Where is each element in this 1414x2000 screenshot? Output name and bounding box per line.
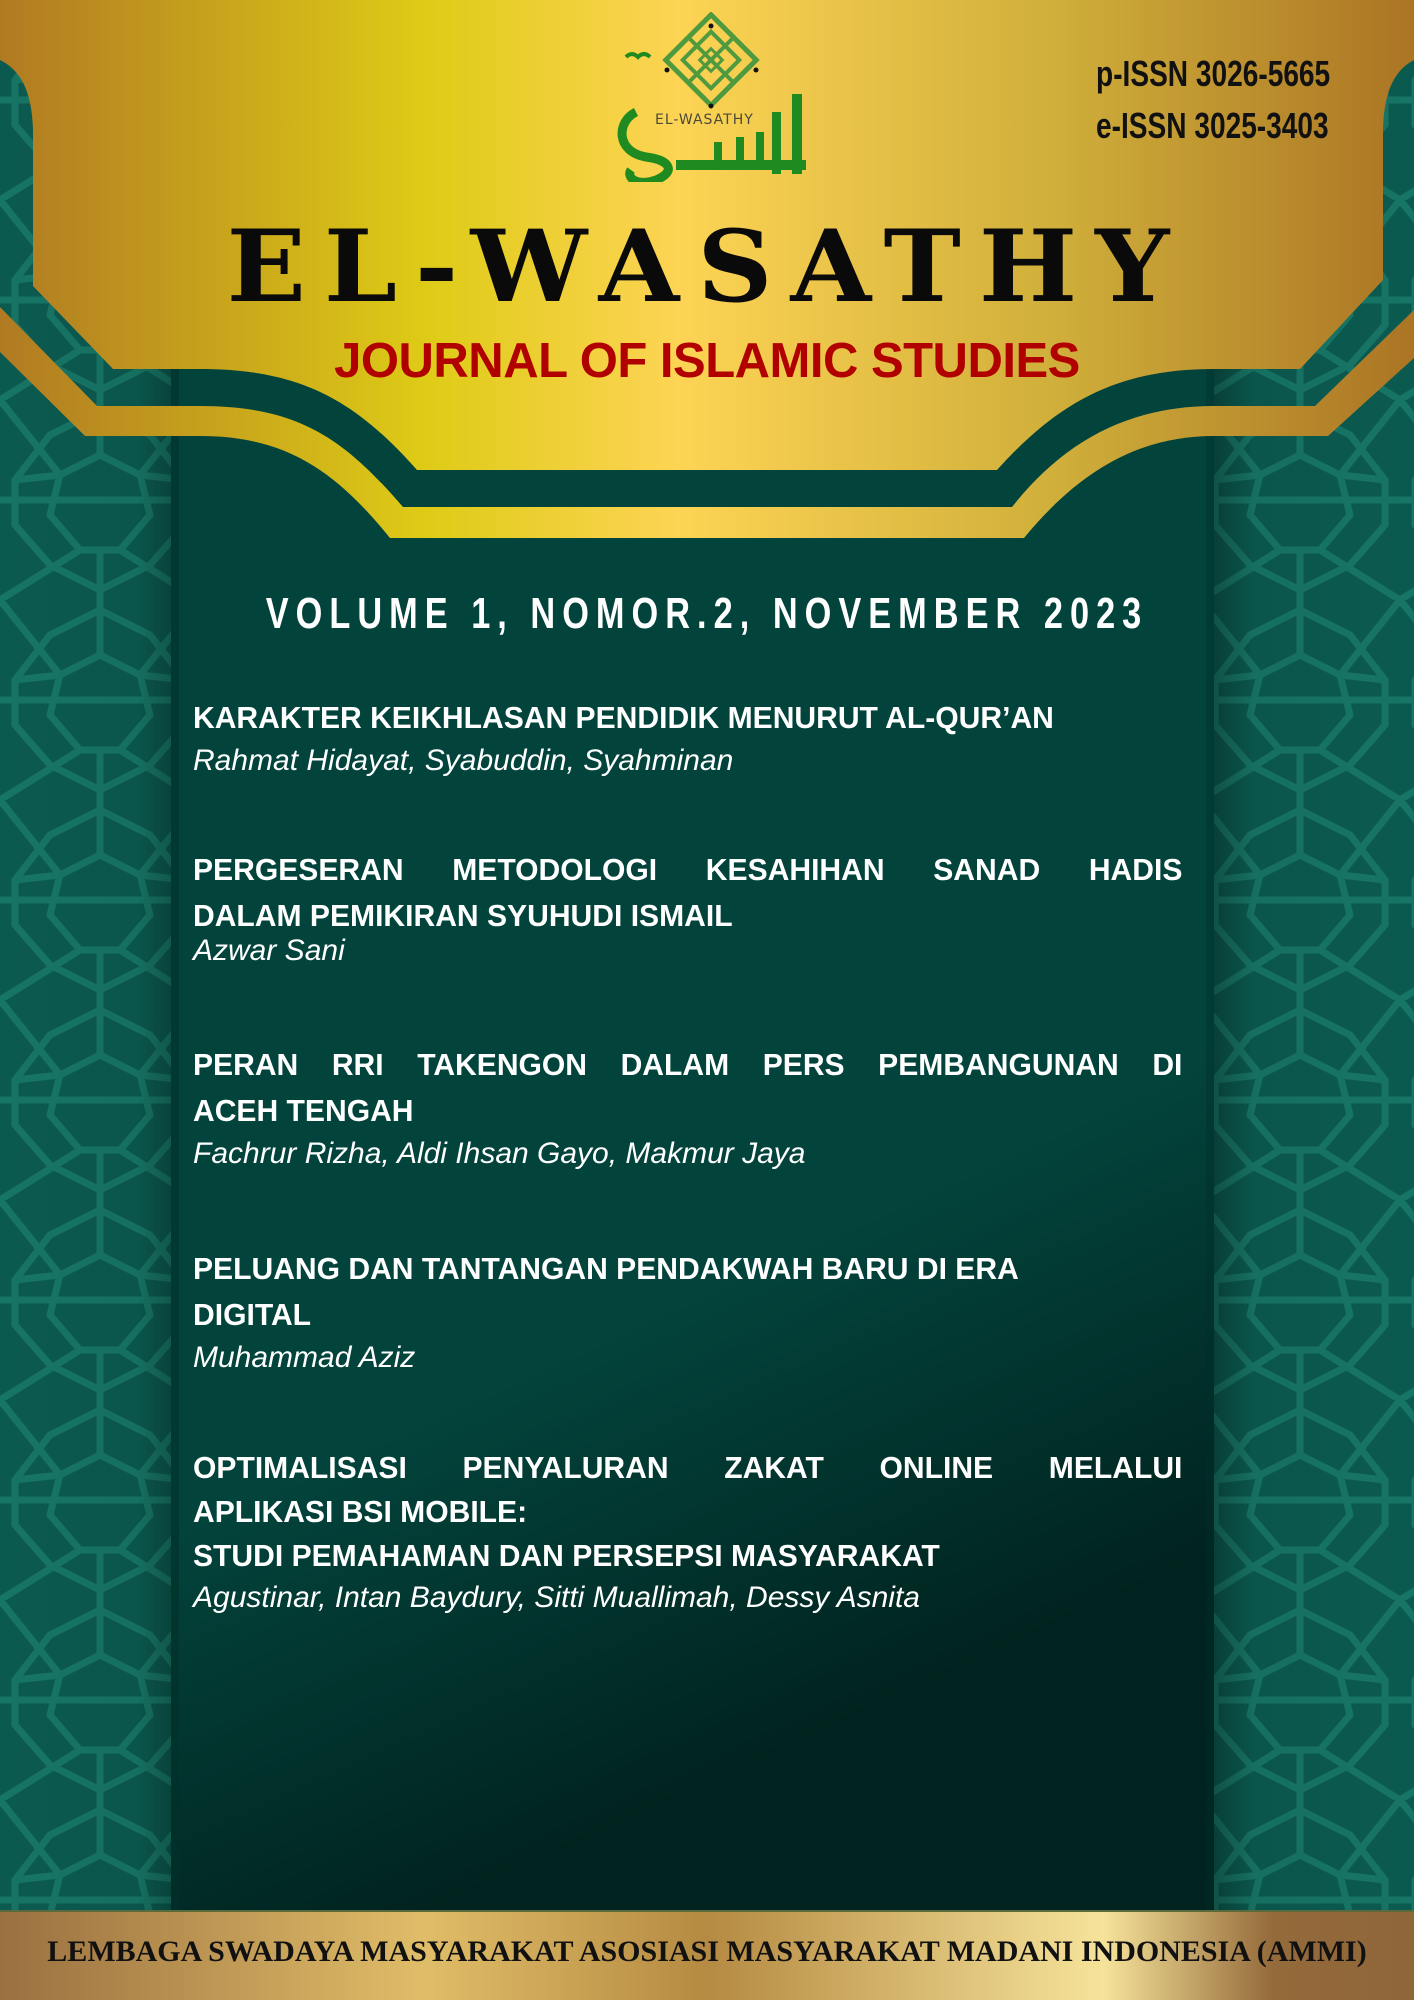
article-entry[interactable] [193, 847, 1213, 971]
article-title: PERAN RRI TAKENGON DALAM PERS PEMBANGUNAN DI ACEH TENGAH [193, 1047, 1183, 1128]
journal-title: EL-WASATHY [226, 208, 1188, 325]
article-entry[interactable] [193, 1446, 1213, 1618]
article-entry[interactable] [193, 1042, 1213, 1174]
electronic-issn: e-ISSN 3025-3403 [1095, 105, 1329, 146]
volume-issue-line: VOLUME 1, NOMOR.2, NOVEMBER 2023 [265, 589, 1149, 638]
article-entry[interactable] [193, 695, 1213, 781]
kufic-diamond-logo-icon [596, 12, 818, 182]
logo-caption: EL-WASATHY [655, 112, 754, 128]
article-authors: Muhammad Aziz [193, 1341, 416, 1374]
article-title: PELUANG DAN TANTANGAN PENDAKWAH BARU DI ERA DIGITAL [193, 1251, 1019, 1332]
publisher-name: LEMBAGA SWADAYA MASYARAKAT ASOSIASI MASYARAKAT MADANI INDONESIA (AMMI) [47, 1935, 1367, 1968]
article-authors: Fachrur Rizha, Aldi Ihsan Gayo, Makmur Jaya [193, 1137, 806, 1170]
article-title: PERGESERAN METODOLOGI KESAHIHAN SANAD HADIS DALAM PEMIKIRAN SYUHUDI ISMAIL [193, 852, 1183, 933]
issn-block [1096, 48, 1330, 152]
article-authors: Azwar Sani [193, 934, 345, 967]
article-title: KARAKTER KEIKHLASAN PENDIDIK MENURUT AL-QUR’AN [193, 700, 1054, 735]
article-authors: Agustinar, Intan Baydury, Sitti Muallimah, Dessy Asnita [193, 1581, 920, 1614]
journal-subtitle: JOURNAL OF ISLAMIC STUDIES [334, 334, 1080, 388]
print-issn: p-ISSN 3026-5665 [1095, 53, 1330, 94]
article-entry[interactable] [193, 1246, 1213, 1378]
article-title: OPTIMALISASI PENYALURAN ZAKAT ONLINE MELALUI APLIKASI BSI MOBILE: STUDI PEMAHAMAN DAN PERSEPSI MASYARAKAT [193, 1450, 1183, 1573]
article-authors: Rahmat Hidayat, Syabuddin, Syahminan [193, 744, 734, 777]
